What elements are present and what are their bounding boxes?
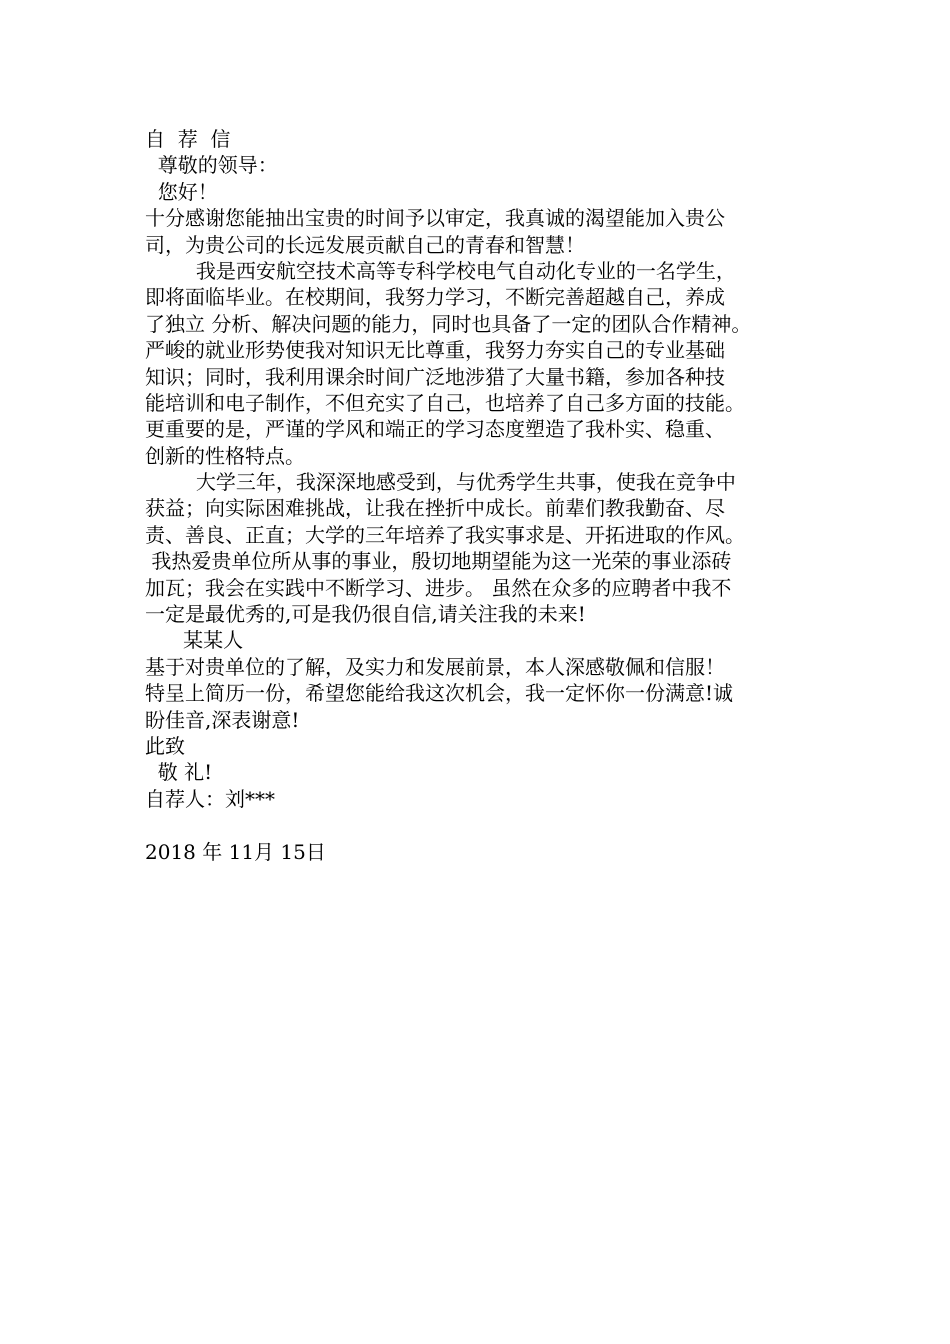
salutation: 尊敬的领导： [145,153,278,178]
body-line: 我是西安航空技术高等专科学校电气自动化专业的一名学生， [145,258,736,283]
body-line: 了独立 分析、解决问题的能力，同时也具备了一定的团队合作精神。 [145,311,752,336]
greeting: 您好！ [145,179,218,204]
body-line: 能培训和电子制作，不但充实了自己，也培养了自己多方面的技能。 [145,390,745,415]
closing-cizhi: 此致 [145,733,185,758]
blank-line [145,812,825,838]
body-line-name: 某某人 [145,628,244,653]
letter-title: 自 荐 信 [145,127,231,151]
body-line: 一定是最优秀的,可是我仍很自信,请关注我的未来! [145,602,586,627]
body-line: 我热爱贵单位所从事的事业，殷切地期望能为这一光荣的事业添砖 [145,549,732,574]
body-line: 严峻的就业形势使我对知识无比尊重，我努力夯实自己的专业基础 [145,338,725,363]
body-line: 十分感谢您能抽出宝贵的时间予以审定，我真诚的渴望能加入贵公 [145,206,725,231]
body-line: 责、善良、正直；大学的三年培养了我实事求是、开拓进取的作风。 [145,522,745,547]
body-line: 特呈上简历一份，希望您能给我这次机会，我一定怀你一份满意!诚 [145,681,734,706]
body-line: 司，为贵公司的长远发展贡献自己的青春和智慧！ [145,232,585,257]
body-line: 知识；同时，我利用课余时间广泛地涉猎了大量书籍，参加各种技 [145,364,725,389]
body-line: 大学三年，我深深地感受到，与优秀学生共事，使我在竞争中 [145,470,736,495]
body-line: 盼佳音,深表谢意! [145,707,300,732]
closing-jingli: 敬 礼! [145,760,213,785]
body-line: 创新的性格特点。 [145,443,305,468]
signature: 自荐人：刘*** [145,786,275,811]
letter-page [145,126,825,865]
body-line: 更重要的是，严谨的学风和端正的学习态度塑造了我朴实、稳重、 [145,417,725,442]
body-line: 获益；向实际困难挑战，让我在挫折中成长。前辈们教我勤奋、尽 [145,496,725,521]
body-line: 即将面临毕业。在校期间，我努力学习，不断完善超越自己，养成 [145,285,725,310]
body-line: 基于对贵单位的了解，及实力和发展前景，本人深感敬佩和信服！ [145,654,725,679]
body-line: 加瓦；我会在实践中不断学习、进步。 虽然在众多的应聘者中我不 [145,575,732,600]
letter-date: 2018 年 11月 15日 [145,839,326,864]
